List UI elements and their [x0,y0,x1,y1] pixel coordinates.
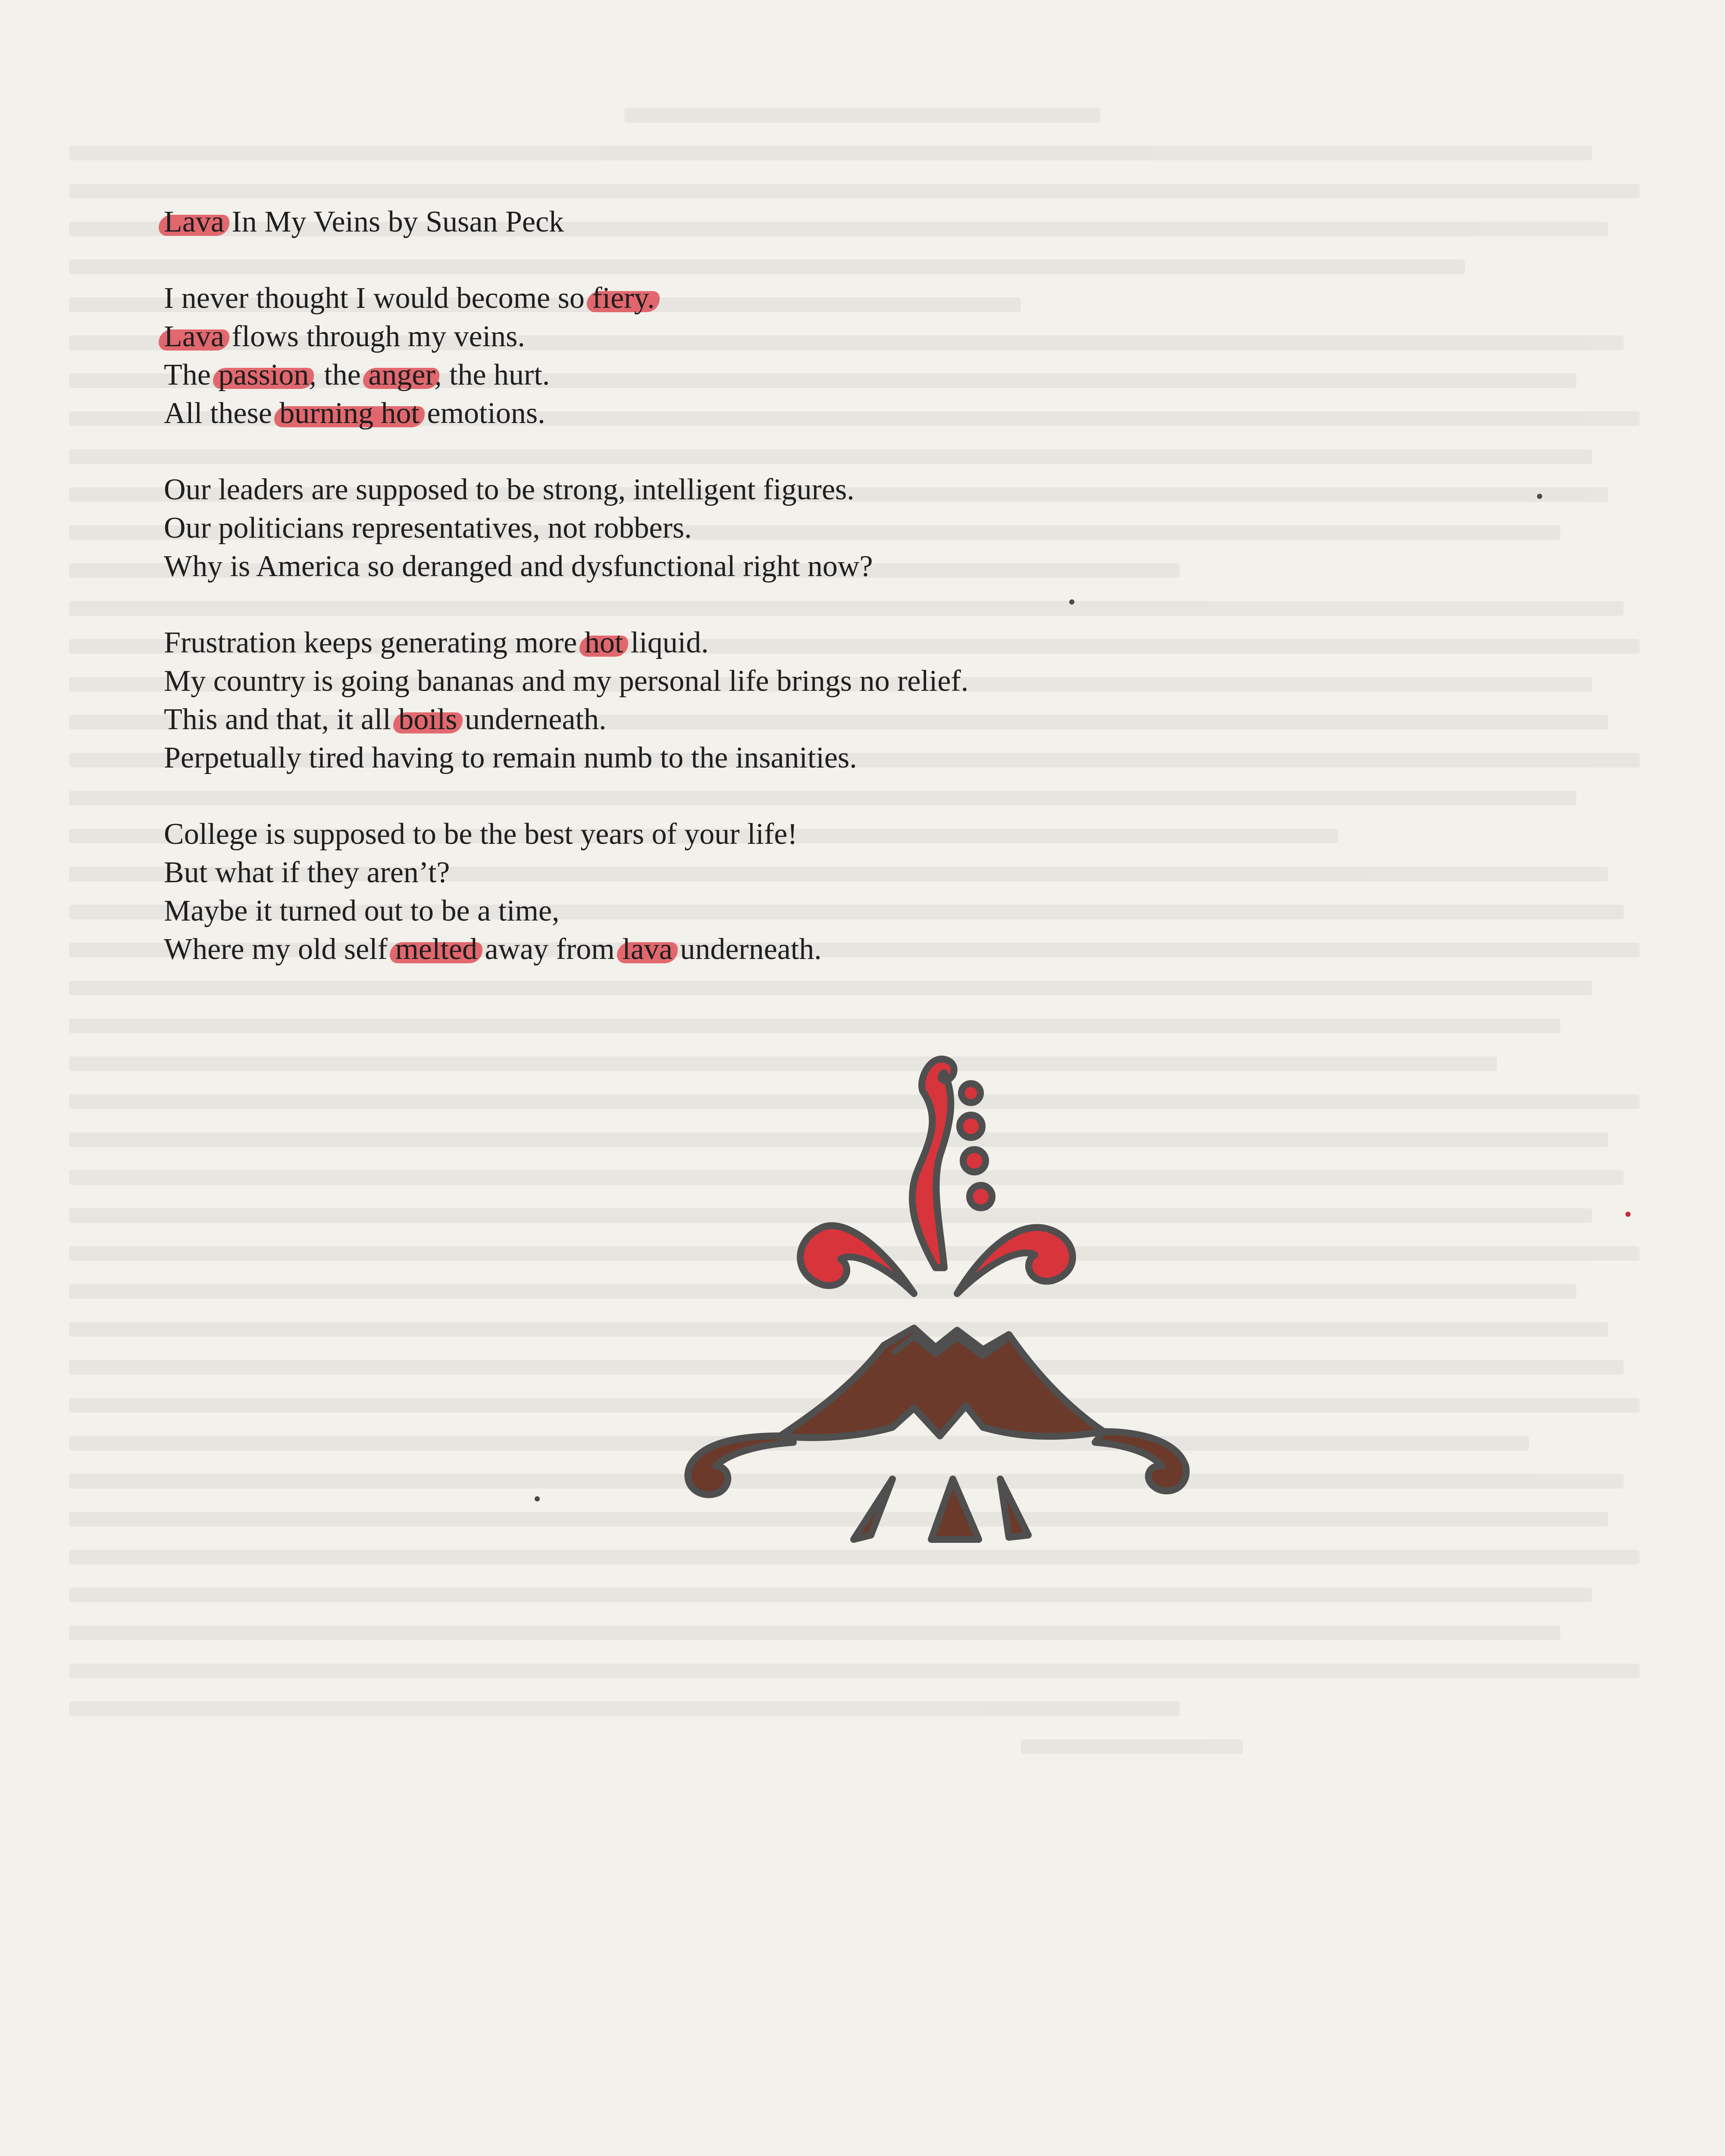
poem-title [164,203,1199,241]
highlighted-word: lava [622,933,673,966]
highlighted-word: melted [395,933,477,966]
poem-line: Frustration keeps generating more hot liquid. [164,626,709,659]
highlighted-word: fiery. [592,282,655,315]
stanza-2 [164,470,1199,586]
highlighted-word: boils [398,703,457,736]
paper-speck [1069,599,1074,605]
stanza-3 [164,624,1199,777]
poem-line: My country is going bananas and my personal life brings no relief. [164,664,969,698]
volcano-icon [638,1026,1212,1600]
poem-line: Maybe it turned out to be a time, [164,894,560,928]
paper-speck [1537,494,1542,499]
poem-line: College is supposed to be the best years of your life! [164,818,798,851]
highlighted-word: passion [218,358,309,392]
highlighted-word: burning hot [279,397,420,430]
title-text: In My Veins by Susan Peck [224,205,564,238]
poem-line: All these burning hot emotions. [164,397,545,430]
poem-line: This and that, it all boils underneath. [164,703,607,736]
poem-line: Where my old self melted away from lava underneath. [164,933,822,966]
highlighted-word: hot [584,626,623,659]
poem-line: Lava flows through my veins. [164,320,525,353]
poem-line: Our politicians representatives, not robbers. [164,511,692,545]
highlighted-word: anger [368,358,435,392]
poem [164,203,1199,1006]
poem-line: Our leaders are supposed to be strong, intelligent figures. [164,473,855,506]
poem-line: I never thought I would become so fiery. [164,282,655,315]
highlighted-word: Lava [164,320,224,353]
paper-speck [1625,1212,1631,1217]
poem-line: Perpetually tired having to remain numb to the insanities. [164,741,857,774]
paper-speck [535,1496,540,1501]
poem-line: Why is America so deranged and dysfunctional right now? [164,550,873,583]
highlighted-word: Lava [164,205,224,238]
stanza-1 [164,279,1199,432]
poem-line: The passion, the anger, the hurt. [164,358,550,392]
poem-line: But what if they aren’t? [164,856,450,889]
stanza-4 [164,815,1199,968]
